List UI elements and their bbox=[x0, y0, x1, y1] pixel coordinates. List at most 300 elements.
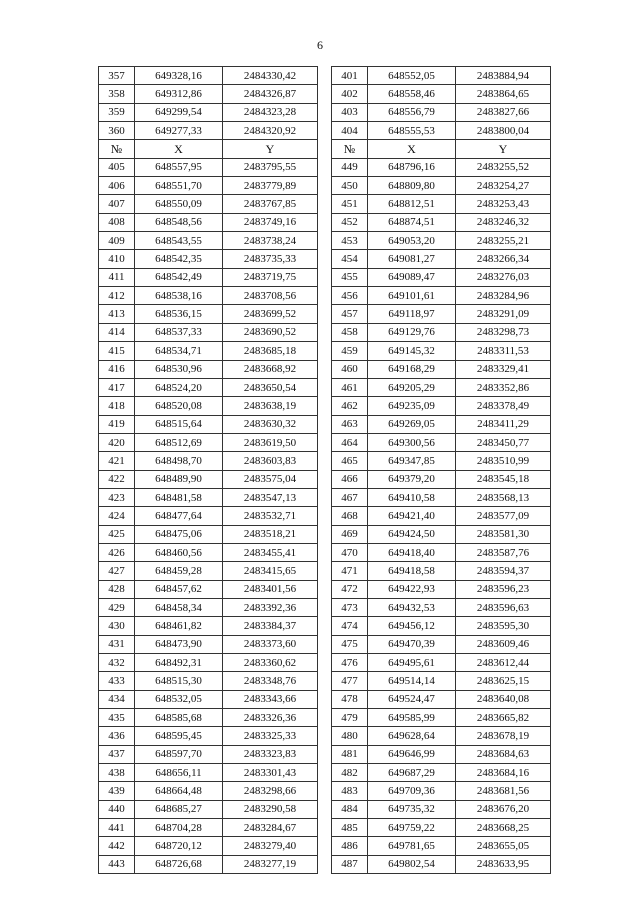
y-coordinate-cell: 2483276,03 bbox=[456, 268, 551, 286]
y-coordinate-cell: 2484330,42 bbox=[223, 67, 318, 85]
table-row bbox=[99, 764, 551, 782]
column-gap bbox=[318, 342, 332, 360]
point-number-cell: 402 bbox=[332, 85, 368, 103]
y-coordinate-cell: 2483577,09 bbox=[456, 507, 551, 525]
point-number-cell: 409 bbox=[99, 232, 135, 250]
point-number-cell: 455 bbox=[332, 268, 368, 286]
point-number-cell: 424 bbox=[99, 507, 135, 525]
table-row bbox=[99, 598, 551, 616]
table-row bbox=[99, 800, 551, 818]
y-coordinate-cell: 2483575,04 bbox=[223, 470, 318, 488]
x-coordinate-cell: 649089,47 bbox=[368, 268, 456, 286]
y-coordinate-cell: 2483392,36 bbox=[223, 598, 318, 616]
x-coordinate-cell: 648550,09 bbox=[135, 195, 223, 213]
point-number-cell: 408 bbox=[99, 213, 135, 231]
point-number-cell: 477 bbox=[332, 672, 368, 690]
point-number-cell: 461 bbox=[332, 378, 368, 396]
table-row bbox=[99, 103, 551, 121]
y-coordinate-cell: 2483343,66 bbox=[223, 690, 318, 708]
x-coordinate-cell: 649646,99 bbox=[368, 745, 456, 763]
x-coordinate-cell: 648809,80 bbox=[368, 177, 456, 195]
column-gap bbox=[318, 397, 332, 415]
point-number-cell: 474 bbox=[332, 617, 368, 635]
table-row bbox=[99, 727, 551, 745]
point-number-cell: 403 bbox=[332, 103, 368, 121]
y-coordinate-cell: 2483325,33 bbox=[223, 727, 318, 745]
table-row bbox=[99, 525, 551, 543]
x-coordinate-cell: 649101,61 bbox=[368, 287, 456, 305]
y-coordinate-cell: 2483749,16 bbox=[223, 213, 318, 231]
point-number-cell: 450 bbox=[332, 177, 368, 195]
x-coordinate-cell: 648685,27 bbox=[135, 800, 223, 818]
point-number-cell: 432 bbox=[99, 654, 135, 672]
y-coordinate-cell: 2484323,28 bbox=[223, 103, 318, 121]
point-number-cell: 433 bbox=[99, 672, 135, 690]
x-coordinate-cell: 649524,47 bbox=[368, 690, 456, 708]
y-coordinate-cell: 2483329,41 bbox=[456, 360, 551, 378]
point-number-cell: 452 bbox=[332, 213, 368, 231]
table-row bbox=[99, 745, 551, 763]
coordinates-table-body bbox=[99, 67, 551, 874]
y-coordinate-cell: 2483665,82 bbox=[456, 709, 551, 727]
table-row bbox=[99, 782, 551, 800]
point-number-cell: 405 bbox=[99, 158, 135, 176]
point-number-cell: 414 bbox=[99, 323, 135, 341]
point-number-cell: 480 bbox=[332, 727, 368, 745]
column-gap bbox=[318, 819, 332, 837]
x-coordinate-cell: 648704,28 bbox=[135, 819, 223, 837]
y-coordinate-cell: 2483510,99 bbox=[456, 452, 551, 470]
table-row bbox=[99, 507, 551, 525]
y-coordinate-cell: 2483650,54 bbox=[223, 378, 318, 396]
x-coordinate-cell: 648489,90 bbox=[135, 470, 223, 488]
point-number-cell: 463 bbox=[332, 415, 368, 433]
table-row bbox=[99, 470, 551, 488]
table-row bbox=[99, 287, 551, 305]
column-gap bbox=[318, 85, 332, 103]
x-coordinate-cell: 648557,95 bbox=[135, 158, 223, 176]
table-row bbox=[99, 855, 551, 873]
y-coordinate-cell: 2483255,52 bbox=[456, 158, 551, 176]
x-coordinate-cell: 648656,11 bbox=[135, 764, 223, 782]
table-row bbox=[99, 672, 551, 690]
point-number-cell: 434 bbox=[99, 690, 135, 708]
y-coordinate-cell: 2483326,36 bbox=[223, 709, 318, 727]
y-coordinate-cell: 2483595,30 bbox=[456, 617, 551, 635]
point-number-cell: 471 bbox=[332, 562, 368, 580]
table-row bbox=[99, 323, 551, 341]
x-coordinate-cell: 649687,29 bbox=[368, 764, 456, 782]
point-number-cell: 473 bbox=[332, 598, 368, 616]
coordinates-table bbox=[98, 66, 551, 874]
point-number-cell: 435 bbox=[99, 709, 135, 727]
y-coordinate-cell: 2483708,56 bbox=[223, 287, 318, 305]
x-coordinate-cell: 649709,36 bbox=[368, 782, 456, 800]
y-coordinate-cell: 2483581,30 bbox=[456, 525, 551, 543]
y-coordinate-cell: 2483298,73 bbox=[456, 323, 551, 341]
x-coordinate-cell: 648460,56 bbox=[135, 543, 223, 561]
y-coordinate-cell: 2483640,08 bbox=[456, 690, 551, 708]
column-gap bbox=[318, 727, 332, 745]
x-coordinate-cell: 648556,79 bbox=[368, 103, 456, 121]
y-coordinate-cell: 2483630,32 bbox=[223, 415, 318, 433]
x-coordinate-cell: 648543,55 bbox=[135, 232, 223, 250]
x-coordinate-cell: 648498,70 bbox=[135, 452, 223, 470]
point-number-cell: 419 bbox=[99, 415, 135, 433]
point-number-cell: 451 bbox=[332, 195, 368, 213]
x-coordinate-cell: 648558,46 bbox=[368, 85, 456, 103]
column-gap bbox=[318, 287, 332, 305]
point-number-cell: 439 bbox=[99, 782, 135, 800]
x-coordinate-cell: 649418,58 bbox=[368, 562, 456, 580]
column-gap bbox=[318, 268, 332, 286]
y-coordinate-cell: 2483378,49 bbox=[456, 397, 551, 415]
table-row bbox=[99, 232, 551, 250]
column-gap bbox=[318, 452, 332, 470]
point-number-cell: 440 bbox=[99, 800, 135, 818]
point-number-cell: 482 bbox=[332, 764, 368, 782]
x-coordinate-cell: 649269,05 bbox=[368, 415, 456, 433]
column-gap bbox=[318, 709, 332, 727]
table-row bbox=[99, 342, 551, 360]
x-coordinate-cell: 648537,33 bbox=[135, 323, 223, 341]
x-coordinate-cell: 648457,62 bbox=[135, 580, 223, 598]
y-coordinate-cell: 2483678,19 bbox=[456, 727, 551, 745]
x-coordinate-cell: 649514,14 bbox=[368, 672, 456, 690]
y-coordinate-cell: 2483301,43 bbox=[223, 764, 318, 782]
y-coordinate-cell: 2483684,63 bbox=[456, 745, 551, 763]
x-coordinate-cell: 648542,49 bbox=[135, 268, 223, 286]
y-coordinate-cell: 2483401,56 bbox=[223, 580, 318, 598]
x-coordinate-cell: 648536,15 bbox=[135, 305, 223, 323]
point-number-cell: 418 bbox=[99, 397, 135, 415]
y-coordinate-cell: 2483596,63 bbox=[456, 598, 551, 616]
table-row bbox=[99, 819, 551, 837]
point-number-cell: 486 bbox=[332, 837, 368, 855]
x-coordinate-cell: 649053,20 bbox=[368, 232, 456, 250]
y-coordinate-cell: 2483290,58 bbox=[223, 800, 318, 818]
x-coordinate-cell: 649168,29 bbox=[368, 360, 456, 378]
y-coordinate-cell: 2483348,76 bbox=[223, 672, 318, 690]
point-number-cell: 466 bbox=[332, 470, 368, 488]
column-gap bbox=[318, 543, 332, 561]
x-coordinate-cell: 648458,34 bbox=[135, 598, 223, 616]
point-number-cell: 478 bbox=[332, 690, 368, 708]
table-row bbox=[99, 562, 551, 580]
x-coordinate-cell: 648548,56 bbox=[135, 213, 223, 231]
point-number-cell: 484 bbox=[332, 800, 368, 818]
point-number-cell: 425 bbox=[99, 525, 135, 543]
point-number-cell: 421 bbox=[99, 452, 135, 470]
y-coordinate-cell: 2483668,25 bbox=[456, 819, 551, 837]
point-number-cell: 468 bbox=[332, 507, 368, 525]
point-number-cell: 358 bbox=[99, 85, 135, 103]
y-coordinate-cell: 2483612,44 bbox=[456, 654, 551, 672]
table-row bbox=[99, 690, 551, 708]
y-coordinate-cell: 2483735,33 bbox=[223, 250, 318, 268]
point-number-cell: 476 bbox=[332, 654, 368, 672]
table-row bbox=[99, 378, 551, 396]
table-row bbox=[99, 177, 551, 195]
column-gap bbox=[318, 415, 332, 433]
column-gap bbox=[318, 103, 332, 121]
table-row bbox=[99, 67, 551, 85]
point-number-cell: 479 bbox=[332, 709, 368, 727]
x-coordinate-cell: 648597,70 bbox=[135, 745, 223, 763]
x-coordinate-cell: 648512,69 bbox=[135, 433, 223, 451]
table-row bbox=[99, 158, 551, 176]
column-gap bbox=[318, 140, 332, 158]
x-coordinate-cell: 648530,96 bbox=[135, 360, 223, 378]
x-coordinate-cell: 649328,16 bbox=[135, 67, 223, 85]
table-row bbox=[99, 85, 551, 103]
x-coordinate-cell: 648520,08 bbox=[135, 397, 223, 415]
x-coordinate-cell: 649312,86 bbox=[135, 85, 223, 103]
x-coordinate-cell: 649424,50 bbox=[368, 525, 456, 543]
column-gap bbox=[318, 232, 332, 250]
x-coordinate-cell: 649421,40 bbox=[368, 507, 456, 525]
x-coordinate-cell: 648595,45 bbox=[135, 727, 223, 745]
x-coordinate-cell: 649129,76 bbox=[368, 323, 456, 341]
point-number-cell: 406 bbox=[99, 177, 135, 195]
point-number-cell: 420 bbox=[99, 433, 135, 451]
y-coordinate-cell: 2483619,50 bbox=[223, 433, 318, 451]
y-coordinate-cell: 2483690,52 bbox=[223, 323, 318, 341]
point-number-cell: 404 bbox=[332, 122, 368, 140]
point-number-cell: 453 bbox=[332, 232, 368, 250]
y-coordinate-cell: 2483455,41 bbox=[223, 543, 318, 561]
x-coordinate-cell: 648538,16 bbox=[135, 287, 223, 305]
table-row bbox=[99, 305, 551, 323]
y-coordinate-cell: 2483323,83 bbox=[223, 745, 318, 763]
point-number-cell: 481 bbox=[332, 745, 368, 763]
point-number-cell: 465 bbox=[332, 452, 368, 470]
header-number: № bbox=[99, 140, 135, 158]
point-number-cell: 401 bbox=[332, 67, 368, 85]
point-number-cell: 467 bbox=[332, 488, 368, 506]
column-gap bbox=[318, 195, 332, 213]
x-coordinate-cell: 649456,12 bbox=[368, 617, 456, 635]
point-number-cell: 462 bbox=[332, 397, 368, 415]
point-number-cell: 417 bbox=[99, 378, 135, 396]
x-coordinate-cell: 648473,90 bbox=[135, 635, 223, 653]
x-coordinate-cell: 649379,20 bbox=[368, 470, 456, 488]
point-number-cell: 459 bbox=[332, 342, 368, 360]
x-coordinate-cell: 649277,33 bbox=[135, 122, 223, 140]
y-coordinate-cell: 2483384,37 bbox=[223, 617, 318, 635]
header-x: X bbox=[368, 140, 456, 158]
table-row bbox=[99, 543, 551, 561]
table-row bbox=[99, 635, 551, 653]
column-gap bbox=[318, 158, 332, 176]
x-coordinate-cell: 649205,29 bbox=[368, 378, 456, 396]
y-coordinate-cell: 2483298,66 bbox=[223, 782, 318, 800]
column-gap bbox=[318, 745, 332, 763]
point-number-cell: 470 bbox=[332, 543, 368, 561]
point-number-cell: 442 bbox=[99, 837, 135, 855]
point-number-cell: 472 bbox=[332, 580, 368, 598]
y-coordinate-cell: 2483767,85 bbox=[223, 195, 318, 213]
column-gap bbox=[318, 177, 332, 195]
y-coordinate-cell: 2483277,19 bbox=[223, 855, 318, 873]
x-coordinate-cell: 648475,06 bbox=[135, 525, 223, 543]
point-number-cell: 464 bbox=[332, 433, 368, 451]
y-coordinate-cell: 2483311,53 bbox=[456, 342, 551, 360]
x-coordinate-cell: 648812,51 bbox=[368, 195, 456, 213]
point-number-cell: 415 bbox=[99, 342, 135, 360]
column-gap bbox=[318, 598, 332, 616]
point-number-cell: 431 bbox=[99, 635, 135, 653]
y-coordinate-cell: 2483738,24 bbox=[223, 232, 318, 250]
x-coordinate-cell: 648515,30 bbox=[135, 672, 223, 690]
point-number-cell: 458 bbox=[332, 323, 368, 341]
table-row bbox=[99, 452, 551, 470]
header-y: Y bbox=[456, 140, 551, 158]
column-gap bbox=[318, 635, 332, 653]
y-coordinate-cell: 2483266,34 bbox=[456, 250, 551, 268]
point-number-cell: 460 bbox=[332, 360, 368, 378]
table-row bbox=[99, 433, 551, 451]
point-number-cell: 441 bbox=[99, 819, 135, 837]
point-number-cell: 360 bbox=[99, 122, 135, 140]
x-coordinate-cell: 649118,97 bbox=[368, 305, 456, 323]
point-number-cell: 407 bbox=[99, 195, 135, 213]
y-coordinate-cell: 2483547,13 bbox=[223, 488, 318, 506]
point-number-cell: 438 bbox=[99, 764, 135, 782]
header-number: № bbox=[332, 140, 368, 158]
x-coordinate-cell: 648551,70 bbox=[135, 177, 223, 195]
point-number-cell: 475 bbox=[332, 635, 368, 653]
column-gap bbox=[318, 654, 332, 672]
point-number-cell: 412 bbox=[99, 287, 135, 305]
point-number-cell: 437 bbox=[99, 745, 135, 763]
x-coordinate-cell: 648664,48 bbox=[135, 782, 223, 800]
table-row bbox=[99, 250, 551, 268]
y-coordinate-cell: 2483532,71 bbox=[223, 507, 318, 525]
y-coordinate-cell: 2483415,65 bbox=[223, 562, 318, 580]
table-row bbox=[99, 654, 551, 672]
y-coordinate-cell: 2483795,55 bbox=[223, 158, 318, 176]
column-gap bbox=[318, 672, 332, 690]
y-coordinate-cell: 2483545,18 bbox=[456, 470, 551, 488]
column-gap bbox=[318, 213, 332, 231]
y-coordinate-cell: 2483681,56 bbox=[456, 782, 551, 800]
y-coordinate-cell: 2483255,21 bbox=[456, 232, 551, 250]
x-coordinate-cell: 648459,28 bbox=[135, 562, 223, 580]
table-header-row bbox=[99, 140, 551, 158]
x-coordinate-cell: 648796,16 bbox=[368, 158, 456, 176]
column-gap bbox=[318, 305, 332, 323]
column-gap bbox=[318, 764, 332, 782]
column-gap bbox=[318, 562, 332, 580]
y-coordinate-cell: 2483596,23 bbox=[456, 580, 551, 598]
point-number-cell: 428 bbox=[99, 580, 135, 598]
page-number: 6 bbox=[317, 38, 323, 52]
y-coordinate-cell: 2483699,52 bbox=[223, 305, 318, 323]
point-number-cell: 430 bbox=[99, 617, 135, 635]
y-coordinate-cell: 2483373,60 bbox=[223, 635, 318, 653]
y-coordinate-cell: 2483685,18 bbox=[223, 342, 318, 360]
x-coordinate-cell: 649410,58 bbox=[368, 488, 456, 506]
y-coordinate-cell: 2483254,27 bbox=[456, 177, 551, 195]
x-coordinate-cell: 649628,64 bbox=[368, 727, 456, 745]
point-number-cell: 410 bbox=[99, 250, 135, 268]
y-coordinate-cell: 2483684,16 bbox=[456, 764, 551, 782]
table-row bbox=[99, 397, 551, 415]
y-coordinate-cell: 2483568,13 bbox=[456, 488, 551, 506]
table-row bbox=[99, 415, 551, 433]
point-number-cell: 357 bbox=[99, 67, 135, 85]
point-number-cell: 359 bbox=[99, 103, 135, 121]
table-row bbox=[99, 213, 551, 231]
y-coordinate-cell: 2483291,09 bbox=[456, 305, 551, 323]
x-coordinate-cell: 649781,65 bbox=[368, 837, 456, 855]
x-coordinate-cell: 649422,93 bbox=[368, 580, 456, 598]
y-coordinate-cell: 2483800,04 bbox=[456, 122, 551, 140]
point-number-cell: 456 bbox=[332, 287, 368, 305]
point-number-cell: 429 bbox=[99, 598, 135, 616]
x-coordinate-cell: 648532,05 bbox=[135, 690, 223, 708]
y-coordinate-cell: 2483603,83 bbox=[223, 452, 318, 470]
point-number-cell: 487 bbox=[332, 855, 368, 873]
x-coordinate-cell: 648874,51 bbox=[368, 213, 456, 231]
x-coordinate-cell: 648555,53 bbox=[368, 122, 456, 140]
header-x: X bbox=[135, 140, 223, 158]
y-coordinate-cell: 2483594,37 bbox=[456, 562, 551, 580]
column-gap bbox=[318, 488, 332, 506]
point-number-cell: 436 bbox=[99, 727, 135, 745]
table-row bbox=[99, 268, 551, 286]
x-coordinate-cell: 648585,68 bbox=[135, 709, 223, 727]
y-coordinate-cell: 2483411,29 bbox=[456, 415, 551, 433]
column-gap bbox=[318, 360, 332, 378]
x-coordinate-cell: 648481,58 bbox=[135, 488, 223, 506]
table-row bbox=[99, 360, 551, 378]
y-coordinate-cell: 2483625,15 bbox=[456, 672, 551, 690]
y-coordinate-cell: 2483587,76 bbox=[456, 543, 551, 561]
y-coordinate-cell: 2483246,32 bbox=[456, 213, 551, 231]
y-coordinate-cell: 2483360,62 bbox=[223, 654, 318, 672]
x-coordinate-cell: 648515,64 bbox=[135, 415, 223, 433]
x-coordinate-cell: 649432,53 bbox=[368, 598, 456, 616]
x-coordinate-cell: 649300,56 bbox=[368, 433, 456, 451]
x-coordinate-cell: 648477,64 bbox=[135, 507, 223, 525]
x-coordinate-cell: 649145,32 bbox=[368, 342, 456, 360]
column-gap bbox=[318, 378, 332, 396]
x-coordinate-cell: 649299,54 bbox=[135, 103, 223, 121]
table-row bbox=[99, 195, 551, 213]
x-coordinate-cell: 649081,27 bbox=[368, 250, 456, 268]
x-coordinate-cell: 649735,32 bbox=[368, 800, 456, 818]
y-coordinate-cell: 2483884,94 bbox=[456, 67, 551, 85]
x-coordinate-cell: 648720,12 bbox=[135, 837, 223, 855]
column-gap bbox=[318, 433, 332, 451]
point-number-cell: 416 bbox=[99, 360, 135, 378]
point-number-cell: 443 bbox=[99, 855, 135, 873]
x-coordinate-cell: 649585,99 bbox=[368, 709, 456, 727]
table-row bbox=[99, 617, 551, 635]
column-gap bbox=[318, 855, 332, 873]
x-coordinate-cell: 648461,82 bbox=[135, 617, 223, 635]
column-gap bbox=[318, 800, 332, 818]
y-coordinate-cell: 2483668,92 bbox=[223, 360, 318, 378]
table-row bbox=[99, 122, 551, 140]
y-coordinate-cell: 2483655,05 bbox=[456, 837, 551, 855]
table-row bbox=[99, 837, 551, 855]
y-coordinate-cell: 2483352,86 bbox=[456, 378, 551, 396]
column-gap bbox=[318, 525, 332, 543]
y-coordinate-cell: 2483253,43 bbox=[456, 195, 551, 213]
